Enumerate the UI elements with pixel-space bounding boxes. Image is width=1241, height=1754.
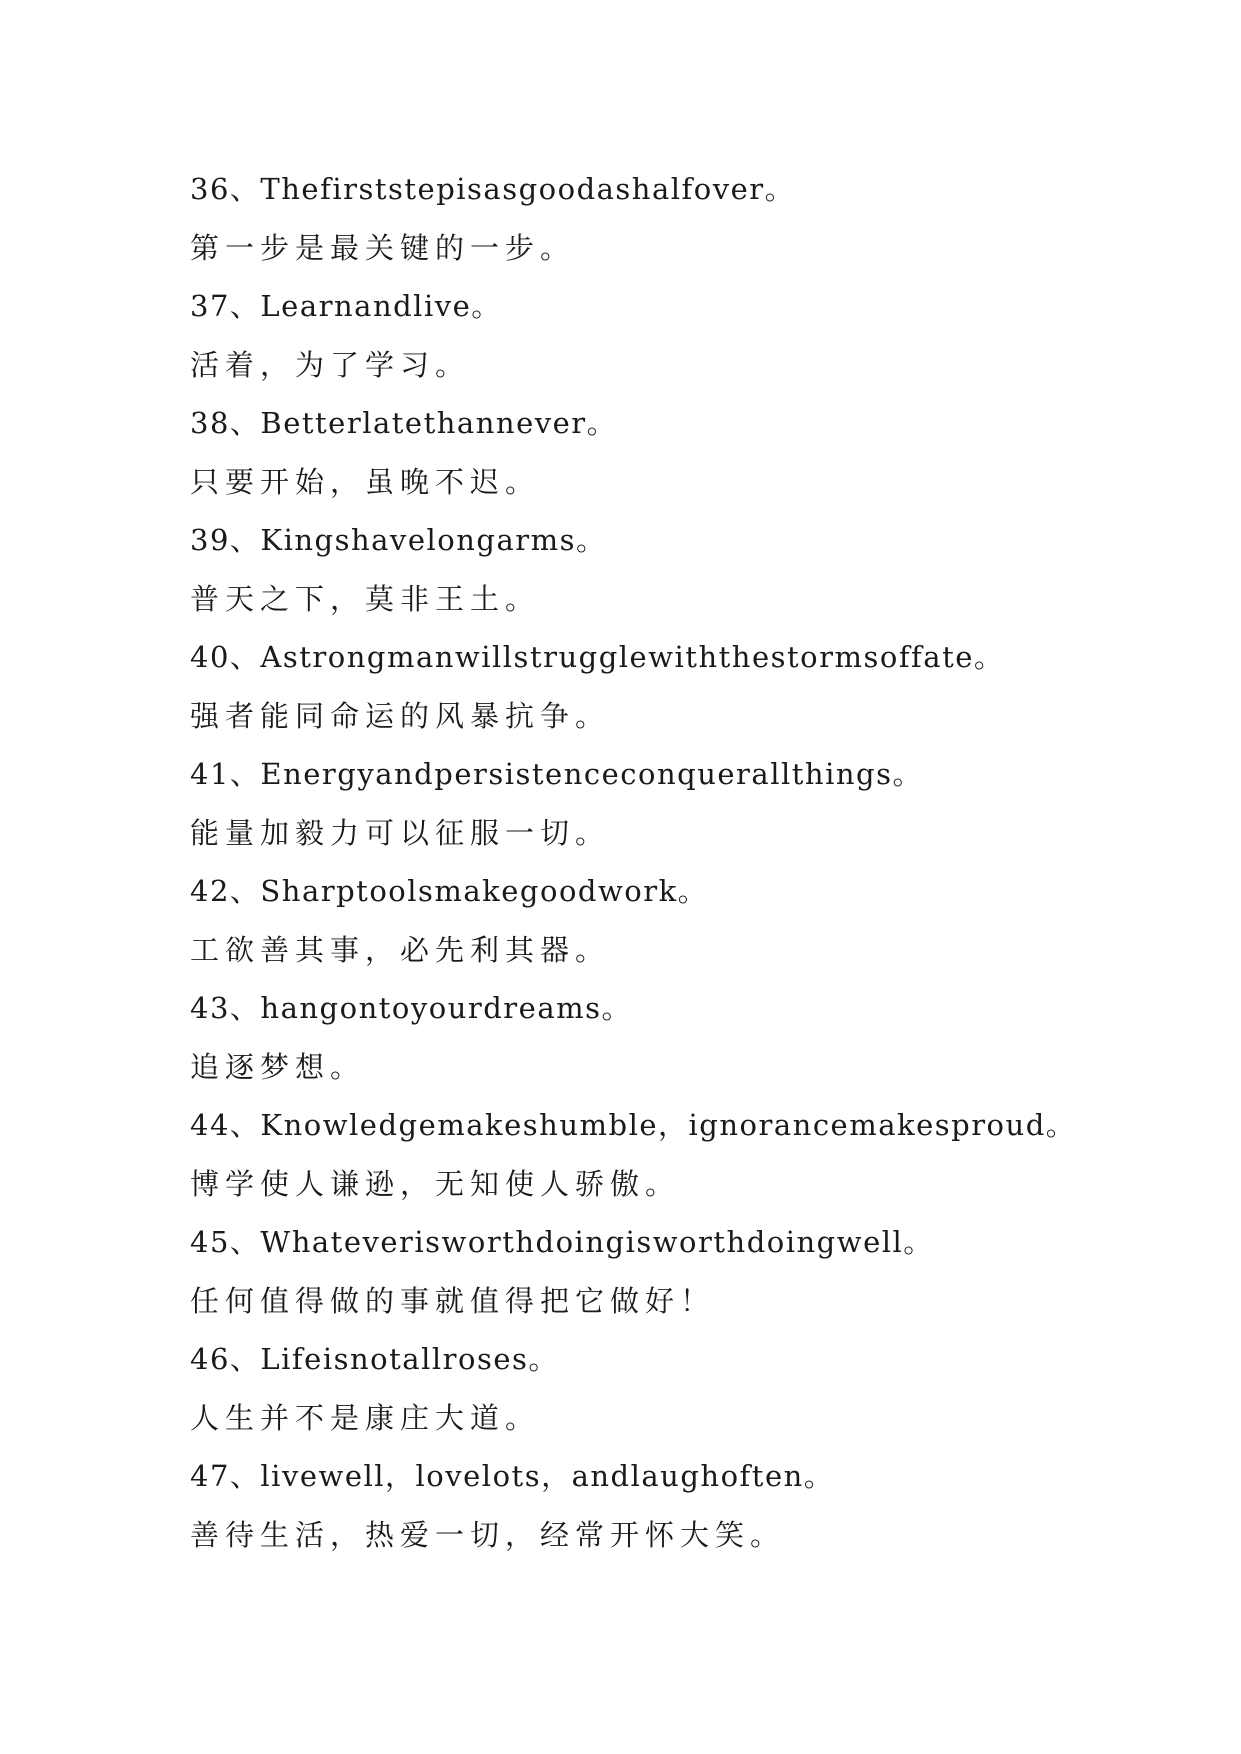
proverb-zh: 普天之下，莫非王土。 [190, 581, 541, 616]
proverb-zh: 只要开始，虽晚不迟。 [190, 464, 541, 499]
proverb-list [190, 160, 1170, 1564]
proverb-zh: 活着，为了学习。 [190, 347, 471, 382]
proverb-zh: 工欲善其事，必先利其器。 [190, 932, 611, 967]
proverb-en: 41、Energyandpersistenceconquerallthings。 [190, 757, 923, 791]
proverb-en: 45、Whateverisworthdoingisworthdoingwell。 [190, 1225, 934, 1259]
proverb-zh: 任何值得做的事就值得把它做好！ [190, 1283, 716, 1318]
proverb-en: 40、Astrongmanwillstrugglewiththestormsoffate。 [190, 640, 1005, 674]
proverb-en: 46、Lifeisnotallroses。 [190, 1342, 559, 1376]
proverb-en: 37、Learnandlive。 [190, 289, 502, 323]
proverb-zh: 追逐梦想。 [190, 1049, 366, 1084]
proverb-en: 36、Thefirststepisasgoodashalfover。 [190, 172, 796, 206]
proverb-zh: 善待生活，热爱一切，经常开怀大笑。 [190, 1517, 786, 1552]
proverb-en: 42、Sharptoolsmakegoodwork。 [190, 874, 709, 908]
proverb-en: 39、Kingshavelongarms。 [190, 523, 607, 557]
proverb-zh: 人生并不是康庄大道。 [190, 1400, 541, 1435]
proverb-zh: 能量加毅力可以征服一切。 [190, 815, 611, 850]
proverb-en: 38、Betterlatethannever。 [190, 406, 618, 440]
proverb-en: 47、livewell，lovelots，andlaughoften。 [190, 1459, 835, 1493]
proverb-zh: 博学使人谦逊，无知使人骄傲。 [190, 1166, 681, 1201]
proverb-zh: 第一步是最关键的一步。 [190, 230, 576, 265]
proverb-en: 44、Knowledgemakeshumble，ignorancemakesproud。 [190, 1108, 1077, 1142]
proverb-zh: 强者能同命运的风暴抗争。 [190, 698, 611, 733]
proverb-en: 43、hangontoyourdreams。 [190, 991, 633, 1025]
